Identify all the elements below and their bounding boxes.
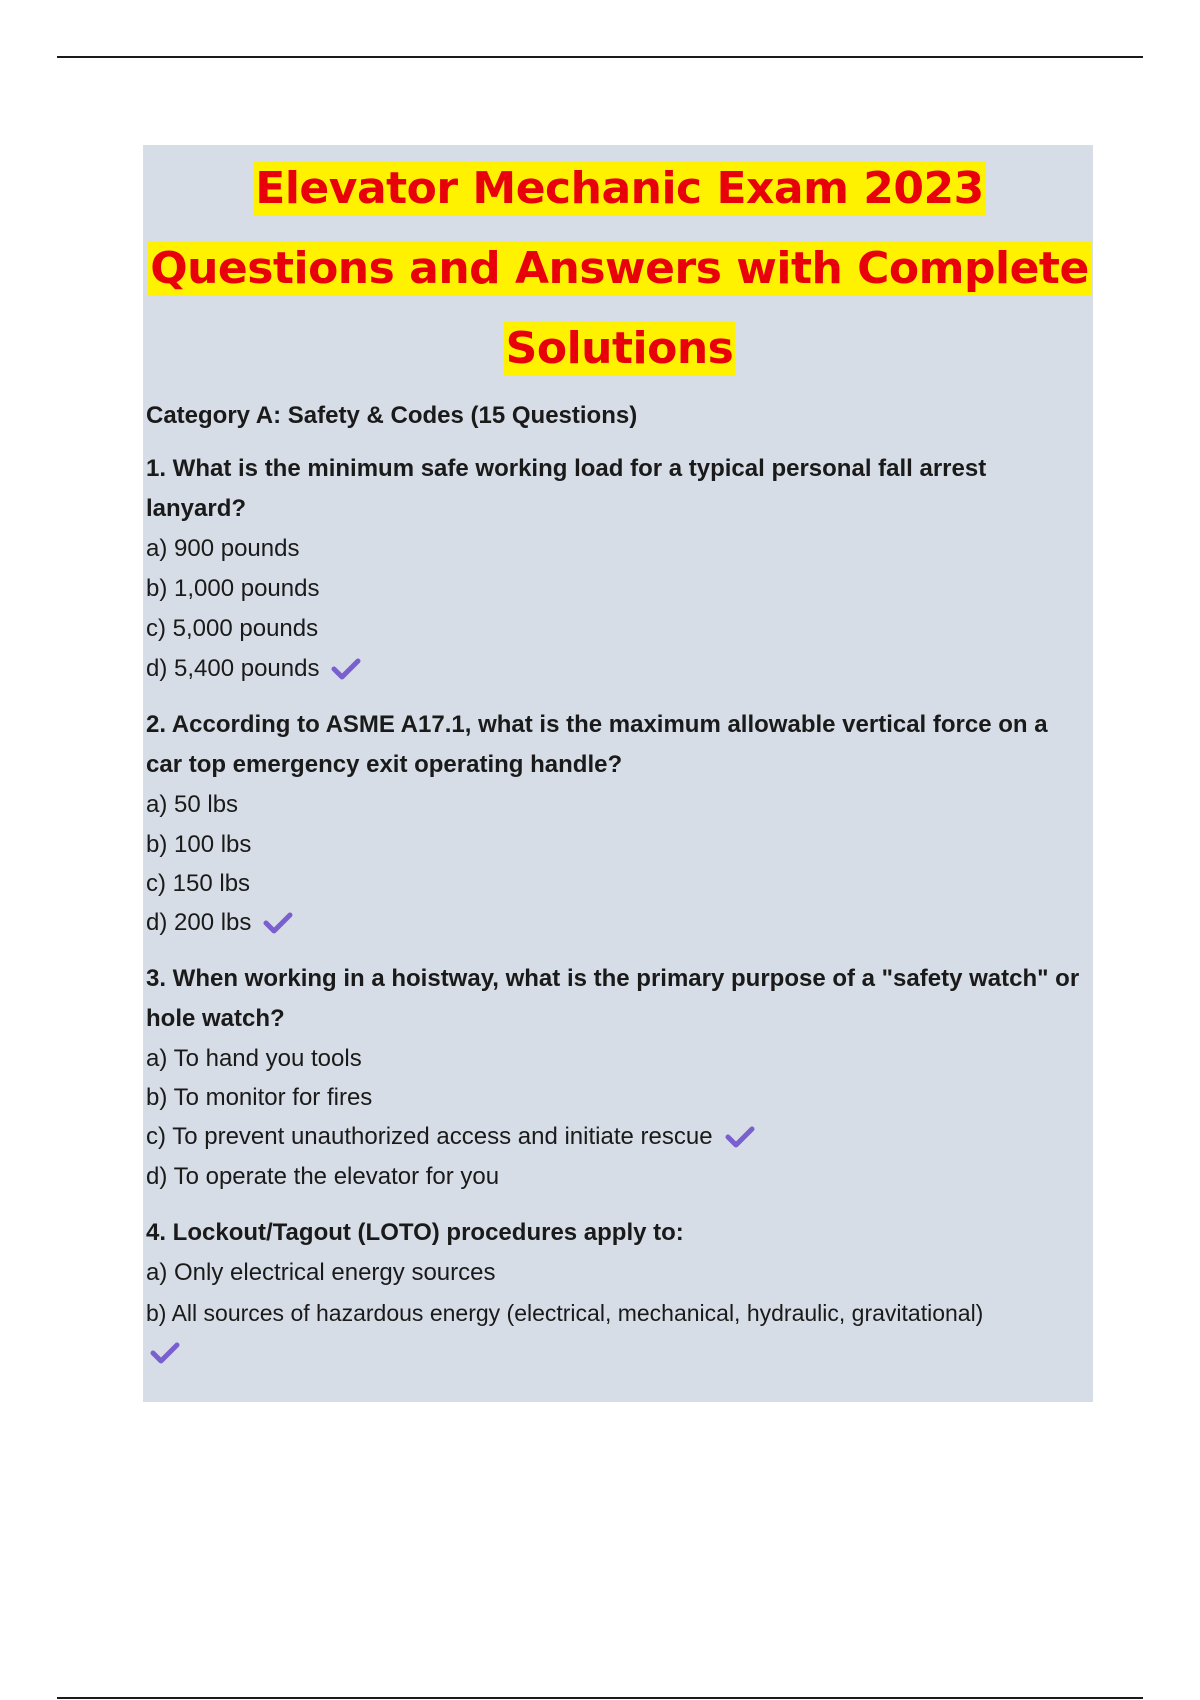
q1-option-d <box>146 649 1093 689</box>
top-rule <box>57 56 1143 58</box>
option-text: b) To monitor for fires <box>146 1084 373 1111</box>
question-2: 2. According to ASME A17.1, what is the maximum allowable vertical force on a car top emergency exit operating handle? <box>146 711 1048 778</box>
q2-option-c <box>146 865 1093 903</box>
page-title <box>146 145 1093 389</box>
option-text: a) 50 lbs <box>146 791 239 818</box>
q3-option-c <box>146 1117 1093 1157</box>
option-text: a) Only electrical energy sources <box>146 1259 496 1286</box>
check-icon <box>331 657 361 681</box>
q2-option-a <box>146 785 1093 825</box>
option-text: d) 5,400 pounds <box>146 655 320 682</box>
q1-option-b <box>146 569 1093 609</box>
question-1: 1. What is the minimum safe working load for a typical personal fall arrest lanyard? <box>146 455 987 522</box>
category-heading: Category A: Safety & Codes (15 Questions) <box>146 402 638 429</box>
title-line-2: Questions and Answers with Complete <box>150 243 1089 294</box>
option-text: d) To operate the elevator for you <box>146 1163 500 1190</box>
check-icon <box>150 1341 180 1365</box>
q1-option-c <box>146 609 1093 649</box>
q4-answer-mark <box>146 1333 1093 1373</box>
q2-option-d <box>146 903 1093 943</box>
q1-option-a <box>146 529 1093 569</box>
q4-option-a <box>146 1253 1093 1293</box>
title-line-1: Elevator Mechanic Exam 2023 <box>255 163 984 214</box>
q3-option-a <box>146 1039 1093 1079</box>
check-icon <box>725 1125 755 1149</box>
check-icon <box>263 911 293 935</box>
option-text: b) All sources of hazardous energy (electrical, mechanical, hydraulic, gravitational) <box>146 1300 984 1326</box>
option-text: b) 1,000 pounds <box>146 575 320 602</box>
option-text: a) To hand you tools <box>146 1045 362 1072</box>
option-text: a) 900 pounds <box>146 535 300 562</box>
option-text: d) 200 lbs <box>146 909 252 936</box>
question-3: 3. When working in a hoistway, what is the primary purpose of a "safety watch" or hole watch? <box>146 965 1080 1032</box>
q2-option-b <box>146 825 1093 865</box>
q3-option-b <box>146 1079 1093 1117</box>
option-text: c) 5,000 pounds <box>146 615 319 642</box>
question-4: 4. Lockout/Tagout (LOTO) procedures apply to: <box>146 1219 684 1246</box>
title-line-3: Solutions <box>505 323 734 374</box>
q4-option-b <box>146 1293 1093 1333</box>
content-panel <box>143 145 1093 1402</box>
option-text: c) To prevent unauthorized access and initiate rescue <box>146 1123 713 1150</box>
option-text: b) 100 lbs <box>146 831 252 858</box>
option-text: c) 150 lbs <box>146 870 251 897</box>
bottom-rule <box>57 1697 1143 1699</box>
q3-option-d <box>146 1157 1093 1197</box>
